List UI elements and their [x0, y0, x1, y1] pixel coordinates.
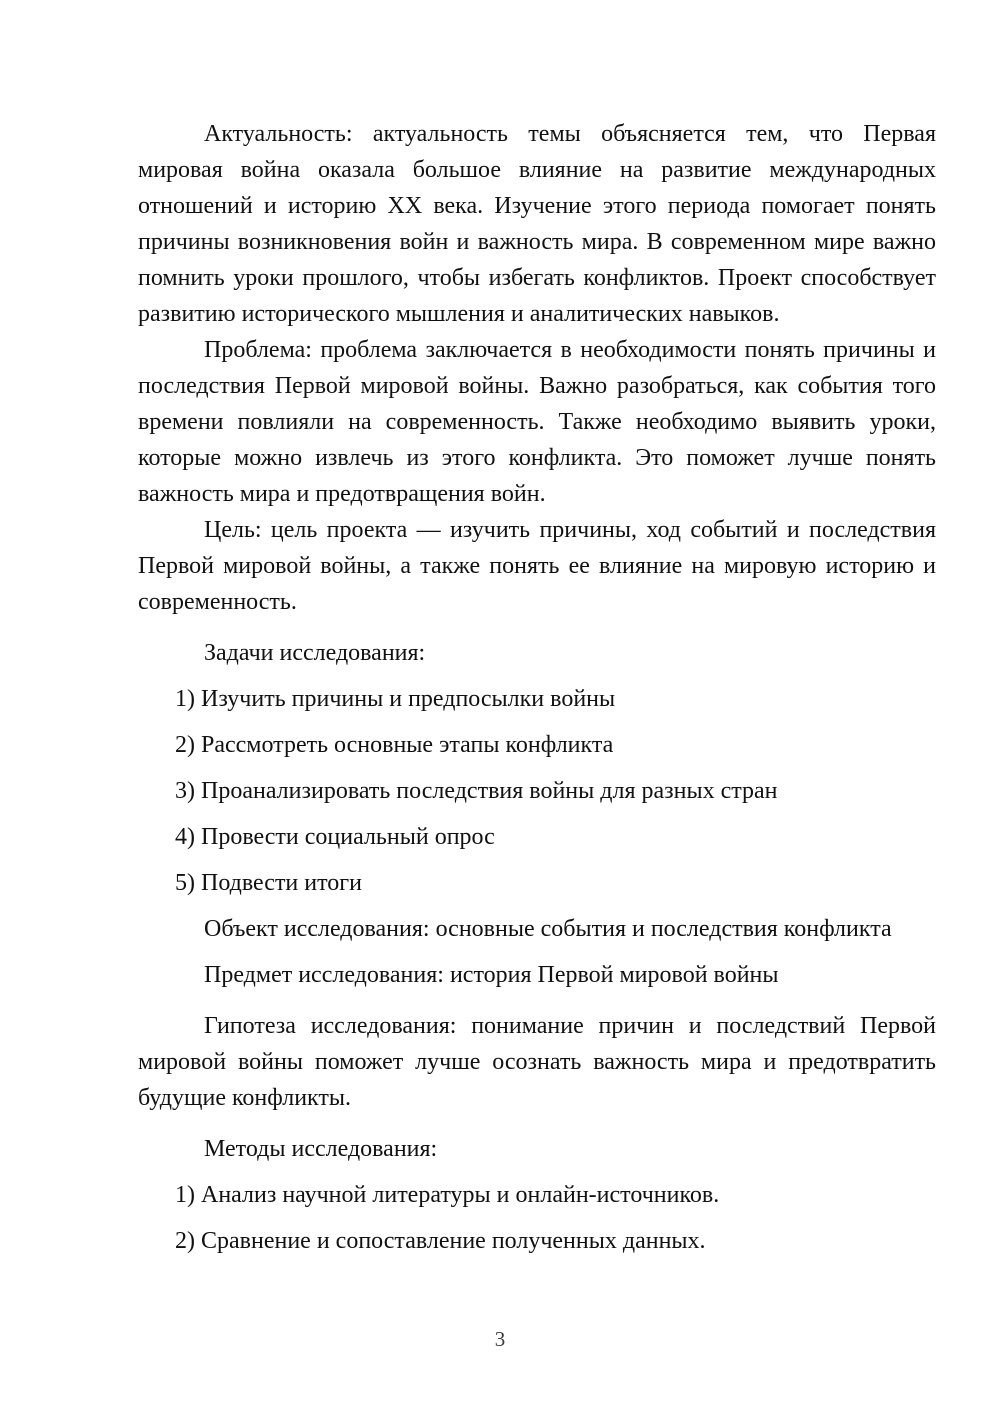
list-item: 2) Сравнение и сопоставление полученных данных.: [175, 1228, 706, 1254]
spacer: [138, 620, 936, 630]
list-item: 2) Рассмотреть основные этапы конфликта: [175, 732, 614, 758]
paragraph-relevance: Актуальность: актуальность темы объясняется тем, что Первая мировая война оказала большое влияние на развитие международных отношений и историю XX века. Изучение этого периода помогает понять причины возникновения войн и важность мира. В современном мире важно помнить уроки прошлого, чтобы избегать конфликтов. Проект способствует развитию исторического мышления и аналитических навыков.: [138, 121, 936, 327]
paragraph-goal: Цель: цель проекта — изучить причины, ход событий и последствия Первой мировой войны, а также понять ее влияние на мировую историю и современность.: [138, 517, 936, 615]
list-item: 1) Анализ научной литературы и онлайн-источников.: [175, 1182, 720, 1208]
research-subject: Предмет исследования: история Первой мировой войны: [204, 962, 779, 988]
page-number: 3: [494, 1327, 506, 1351]
tasks-heading: Задачи исследования:: [204, 640, 426, 666]
paragraph-problem: Проблема: проблема заключается в необходимости понять причины и последствия Первой мировой войны. Важно разобраться, как события того времени повлияли на современность. Также необходимо выявить уроки, которые можно извлечь из этого конфликта. Это поможет лучше понять важность мира и предотвращения войн.: [138, 337, 936, 507]
paragraph-hypothesis: Гипотеза исследования: понимание причин и последствий Первой мировой войны поможет лучше осознать важность мира и предотвратить будущие конфликты.: [138, 1013, 936, 1111]
research-object: Объект исследования: основные события и последствия конфликта: [204, 916, 892, 942]
list-item: 4) Провести социальный опрос: [175, 824, 495, 850]
spacer: [138, 998, 936, 1008]
spacer: [138, 1116, 936, 1126]
methods-heading: Методы исследования:: [204, 1136, 438, 1162]
document-body: [138, 90, 936, 1264]
list-item: 1) Изучить причины и предпосылки войны: [175, 686, 616, 712]
list-item: 3) Проанализировать последствия войны для разных стран: [175, 778, 778, 804]
list-item: 5) Подвести итоги: [175, 870, 362, 896]
